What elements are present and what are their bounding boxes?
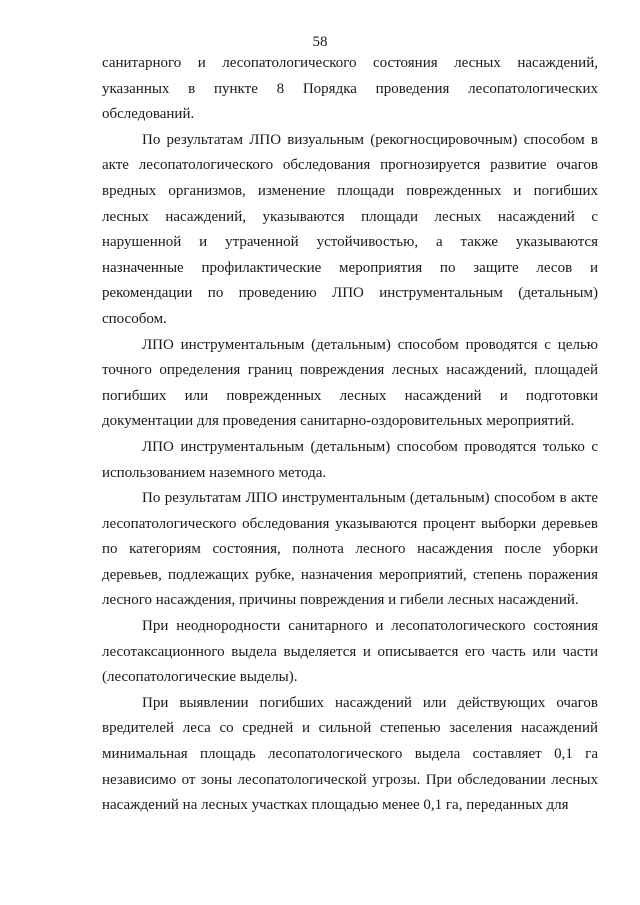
paragraph: По результатам ЛПО инструментальным (детальным) способом в акте лесопатологического обследования указываются процент выборки деревьев по категориям состояния, полнота лесного насаждения после уборки деревьев, подлежащих рубке, назначения мероприятий, степень поражения лесного насаждения, причины повреждения и гибели лесных насаждений. (102, 490, 598, 609)
paragraph: ЛПО инструментальным (детальным) способом проводятся только с использованием наземного метода. (102, 438, 598, 481)
paragraph: По результатам ЛПО визуальным (рекогносцировочным) способом в акте лесопатологического обследования прогнозируется развитие очагов вредных организмов, изменение площади поврежденных и погибших лесных насаждений, указываются площади лесных насаждений с нарушенной и утраченной устойчивостью, а также указываются назначенные профилактические мероприятия по защите лесов и рекомендации по проведению ЛПО инструментальным (детальным) способом. (102, 131, 598, 327)
paragraph: При неоднородности санитарного и лесопатологического состояния лесотаксационного выдела выделяется и описывается его часть или части (лесопатологические выделы). (102, 618, 598, 686)
paragraph: санитарного и лесопатологического состояния лесных насаждений, указанных в пункте 8 Порядка проведения лесопатологических обследований. (102, 55, 598, 123)
page-number: 58 (312, 34, 328, 50)
document-body (102, 51, 598, 819)
paragraph-last: При выявлении погибших насаждений или действующих очагов вредителей леса со средней и сильной степенью заселения насаждений минимальная площадь лесопатологического выдела составляет 0,1 га независимо от зоны лесопатологической угрозы. При обследовании лесных насаждений на лесных участках площадью менее 0,1 га, переданных для (102, 694, 598, 814)
paragraph: ЛПО инструментальным (детальным) способом проводятся с целью точного определения границ повреждения лесных насаждений, площадей погибших или поврежденных лесных насаждений и подготовки документации для проведения санитарно-оздоровительных мероприятий. (102, 336, 598, 430)
